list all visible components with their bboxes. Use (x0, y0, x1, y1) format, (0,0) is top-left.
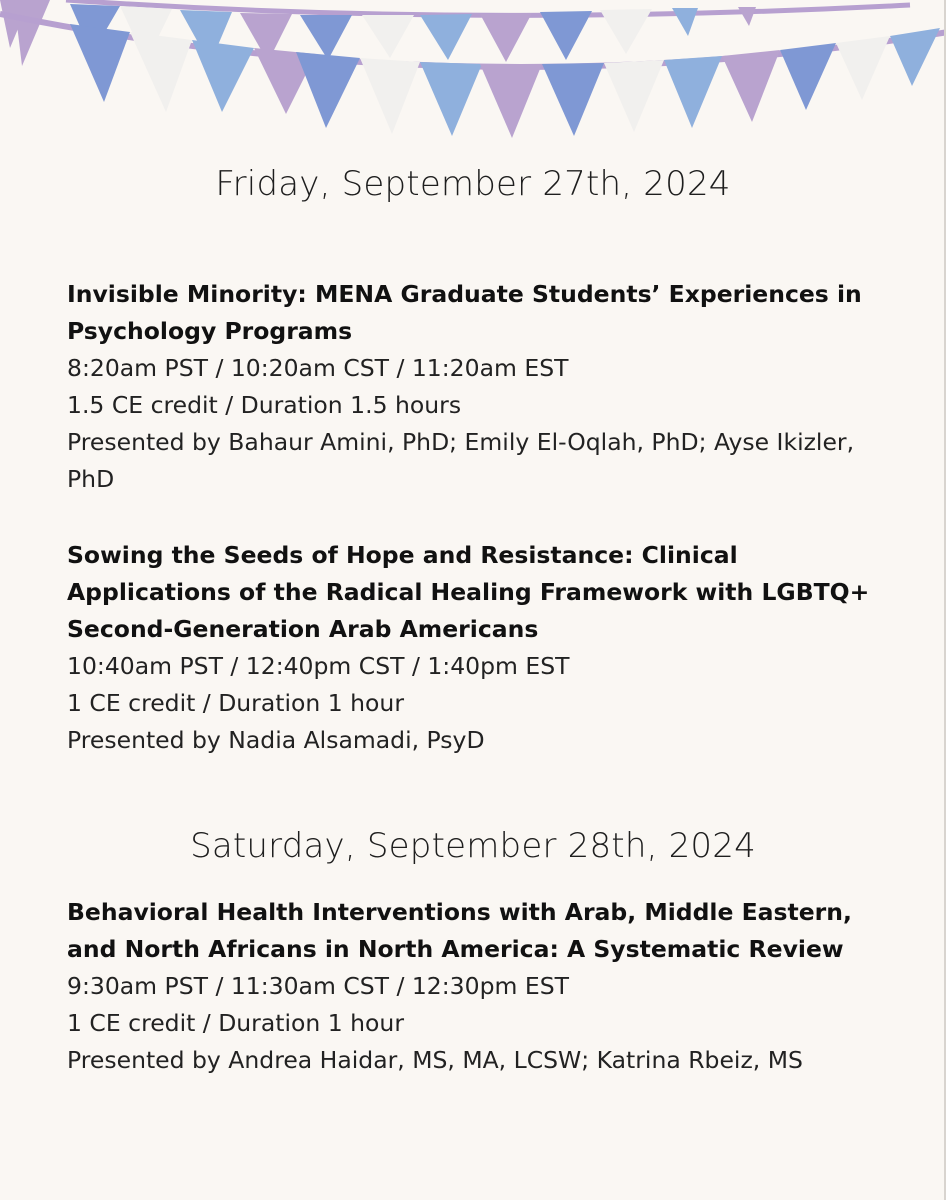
session-presenters: Presented by Bahaur Amini, PhD; Emily El-Oqlah, PhD; Ayse Ikizler, PhD (67, 428, 855, 493)
session-time: 10:40am PST / 12:40pm CST / 1:40pm EST (67, 652, 570, 680)
day-heading-saturday: Saturday, September 28th, 2024 (190, 826, 756, 866)
session-behavioral-health (67, 894, 887, 1079)
session-presenters: Presented by Andrea Haidar, MS, MA, LCSW; Katrina Rbeiz, MS (67, 1046, 803, 1074)
session-title: Invisible Minority: MENA Graduate Students’ Experiences in Psychology Programs (67, 280, 862, 345)
session-time: 9:30am PST / 11:30am CST / 12:30pm EST (67, 972, 569, 1000)
session-title: Sowing the Seeds of Hope and Resistance: Clinical Applications of the Radical Healing Framework with LGBTQ+ Second-Generation Arab Americans (67, 541, 870, 643)
session-time: 8:20am PST / 10:20am CST / 11:20am EST (67, 354, 569, 382)
session-invisible-minority (67, 276, 887, 498)
bunting-decoration (0, 0, 946, 150)
session-title: Behavioral Health Interventions with Arab, Middle Eastern, and North Africans in North America: A Systematic Review (67, 898, 852, 963)
session-credit: 1.5 CE credit / Duration 1.5 hours (67, 391, 462, 419)
session-credit: 1 CE credit / Duration 1 hour (67, 689, 404, 717)
session-sowing-seeds (67, 537, 887, 759)
day-heading-friday: Friday, September 27th, 2024 (215, 164, 731, 204)
session-presenters: Presented by Nadia Alsamadi, PsyD (67, 726, 485, 754)
session-credit: 1 CE credit / Duration 1 hour (67, 1009, 404, 1037)
